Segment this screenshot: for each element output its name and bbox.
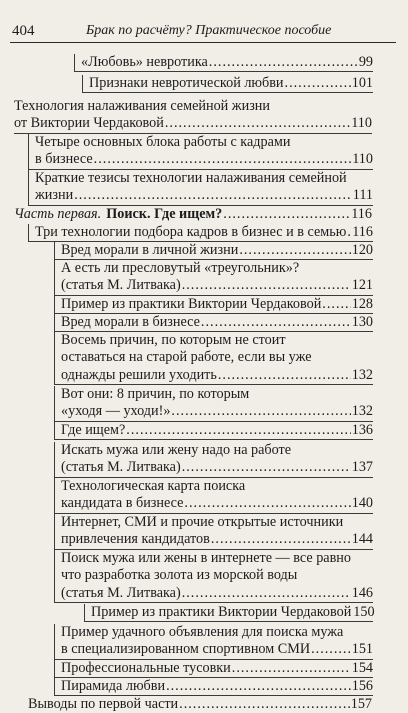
toc-entry-title-line: Поиск мужа или жены в интернете — все равно bbox=[61, 550, 351, 566]
dot-leader bbox=[171, 403, 350, 420]
toc-entry bbox=[14, 206, 372, 223]
toc-entry-title-line: Признаки невротической любви bbox=[89, 75, 284, 91]
toc-page-number: 157 bbox=[350, 696, 372, 712]
dot-leader bbox=[165, 115, 350, 132]
toc-entry-title-line: в бизнесе bbox=[35, 151, 93, 168]
toc-entry-title-line: Четыре основных блока работы с кадрами bbox=[35, 134, 291, 150]
toc-page-number: 111 bbox=[352, 187, 373, 204]
toc-page-number: 116 bbox=[352, 224, 373, 240]
dot-leader bbox=[184, 495, 350, 512]
toc-entry-title-line: Интернет, СМИ и прочие открытые источники bbox=[61, 514, 344, 530]
toc-entry-title-line: Восемь причин, по которым не стоит bbox=[61, 332, 286, 348]
page-number: 404 bbox=[12, 23, 35, 39]
toc-entry-title-line: в специализированном спортивном СМИ bbox=[61, 641, 311, 658]
dot-leader bbox=[239, 242, 350, 259]
toc-entry bbox=[54, 550, 373, 603]
toc-entry-title-line: оставаться на старой работе, если вы уже bbox=[61, 349, 312, 366]
toc-entry-title-line: «Любовь» невротика bbox=[81, 54, 208, 70]
toc-page-number: 132 bbox=[351, 403, 373, 420]
toc-entry bbox=[54, 296, 373, 314]
toc-page-number: 151 bbox=[351, 641, 373, 658]
toc-entry bbox=[28, 224, 373, 242]
toc-entry-title-line: Вред морали в бизнесе bbox=[61, 314, 200, 330]
toc-page-number: 110 bbox=[352, 151, 373, 168]
toc-page-number: 150 bbox=[353, 604, 375, 620]
dot-leader bbox=[182, 459, 351, 476]
toc-entry-title-line: Вот они: 8 причин, по которым bbox=[61, 386, 250, 402]
toc-entry-title-line: Три технологии подбора кадров в бизнес и в семью bbox=[35, 224, 347, 240]
toc-page-number: 120 bbox=[351, 242, 373, 258]
toc-entry-title-line: (статья М. Литвака) bbox=[61, 459, 181, 476]
toc-entry bbox=[54, 624, 373, 660]
toc-page-number: 99 bbox=[358, 54, 373, 70]
dot-leader bbox=[179, 696, 350, 713]
toc-page-number: 140 bbox=[351, 495, 373, 512]
toc-entry bbox=[54, 386, 373, 422]
toc-entry bbox=[54, 242, 373, 260]
dot-leader bbox=[209, 54, 358, 71]
toc-page-number: 110 bbox=[351, 115, 372, 132]
toc-page-number: 116 bbox=[351, 206, 372, 222]
toc-page-number: 130 bbox=[351, 314, 373, 330]
toc-page-number: 144 bbox=[351, 531, 373, 548]
toc-entry-title-line: Вред морали в личной жизни bbox=[61, 242, 239, 258]
toc-entry-title-line: Пример удачного объявления для поиска мужа bbox=[61, 624, 344, 640]
toc-page-number: 132 bbox=[351, 366, 373, 383]
toc-entry-title-line: Выводы по первой части bbox=[28, 696, 179, 712]
toc-entry bbox=[54, 442, 373, 478]
toc-entry-title-line: Технологическая карта поиска bbox=[61, 478, 246, 494]
toc-page-number: 136 bbox=[351, 422, 373, 438]
dot-leader bbox=[94, 151, 352, 168]
toc-entry bbox=[54, 514, 373, 550]
dot-leader bbox=[201, 314, 351, 331]
dot-leader bbox=[232, 660, 351, 677]
toc-entry-title-line: «уходя — уходи!» bbox=[61, 403, 171, 420]
toc-entry-title-line: Пирамида любви bbox=[61, 678, 166, 694]
running-title: Брак по расчёту? Практическое пособие bbox=[86, 23, 332, 38]
dot-leader bbox=[347, 224, 351, 241]
toc-entry bbox=[14, 98, 372, 134]
toc-entry-title-line: жизни bbox=[35, 187, 74, 204]
toc-entry-title-line: Пример из практики Виктории Чердаковой bbox=[91, 604, 352, 620]
toc-entry bbox=[54, 478, 373, 514]
dot-leader bbox=[322, 296, 350, 313]
toc-entry bbox=[54, 260, 373, 296]
toc-entry-title-line: Искать мужа или жену надо на работе bbox=[61, 442, 292, 458]
toc-entry-title-line: Краткие тезисы технологии налаживания семейной bbox=[35, 170, 347, 186]
part-title: Поиск. Где ищем? bbox=[106, 206, 223, 222]
dot-leader bbox=[311, 641, 351, 658]
toc-entry bbox=[28, 696, 372, 713]
dot-leader bbox=[182, 585, 351, 602]
toc-entry bbox=[54, 332, 373, 385]
toc-page-number: 156 bbox=[351, 678, 373, 694]
toc-entry-title-line: кандидата в бизнесе bbox=[61, 495, 184, 512]
toc-entry bbox=[74, 54, 373, 72]
toc-entry-title-line: (статья М. Литвака) bbox=[61, 584, 181, 601]
toc-entry-title-line: однажды решили уходить bbox=[61, 366, 217, 383]
toc-page-number: 154 bbox=[351, 660, 373, 676]
dot-leader bbox=[126, 422, 350, 439]
part-label: Часть первая. bbox=[14, 206, 102, 222]
dot-leader bbox=[182, 277, 351, 294]
toc-entry-title-line: Технология налаживания семейной жизни bbox=[14, 98, 270, 114]
dot-leader bbox=[211, 531, 351, 548]
toc-page-number: 137 bbox=[351, 459, 373, 476]
toc-entry-title-line: что разработка золота из морской воды bbox=[61, 567, 298, 584]
toc-entry-title-line: А есть ли пресловутый «треугольник»? bbox=[61, 260, 300, 276]
toc-entry-title-line: привлечения кандидатов bbox=[61, 531, 210, 548]
toc-entry bbox=[54, 678, 373, 696]
dot-leader bbox=[285, 75, 351, 92]
toc-page-number: 101 bbox=[351, 75, 373, 91]
dot-leader bbox=[74, 187, 352, 204]
toc-entry bbox=[54, 422, 373, 440]
toc-entry-title-line: Пример из практики Виктории Чердаковой bbox=[61, 296, 322, 312]
toc-entry bbox=[54, 314, 373, 332]
toc-entry bbox=[28, 134, 373, 170]
toc-entry-title-line: (статья М. Литвака) bbox=[61, 277, 181, 294]
toc-entry-title-line: Профессиональные тусовки bbox=[61, 660, 231, 676]
toc-entry bbox=[54, 660, 373, 678]
toc-entry-title-line: от Виктории Чердаковой bbox=[14, 115, 164, 132]
dot-leader bbox=[218, 367, 351, 384]
toc-page-number: 146 bbox=[351, 584, 373, 601]
toc-entry bbox=[84, 604, 373, 622]
toc-entry bbox=[82, 75, 373, 93]
toc-entry-title-line: Где ищем? bbox=[61, 422, 126, 438]
dot-leader bbox=[166, 678, 351, 695]
dot-leader bbox=[223, 206, 350, 223]
toc-page-number: 128 bbox=[351, 296, 373, 312]
toc-page-number: 121 bbox=[351, 277, 373, 294]
toc-entry bbox=[28, 170, 373, 206]
